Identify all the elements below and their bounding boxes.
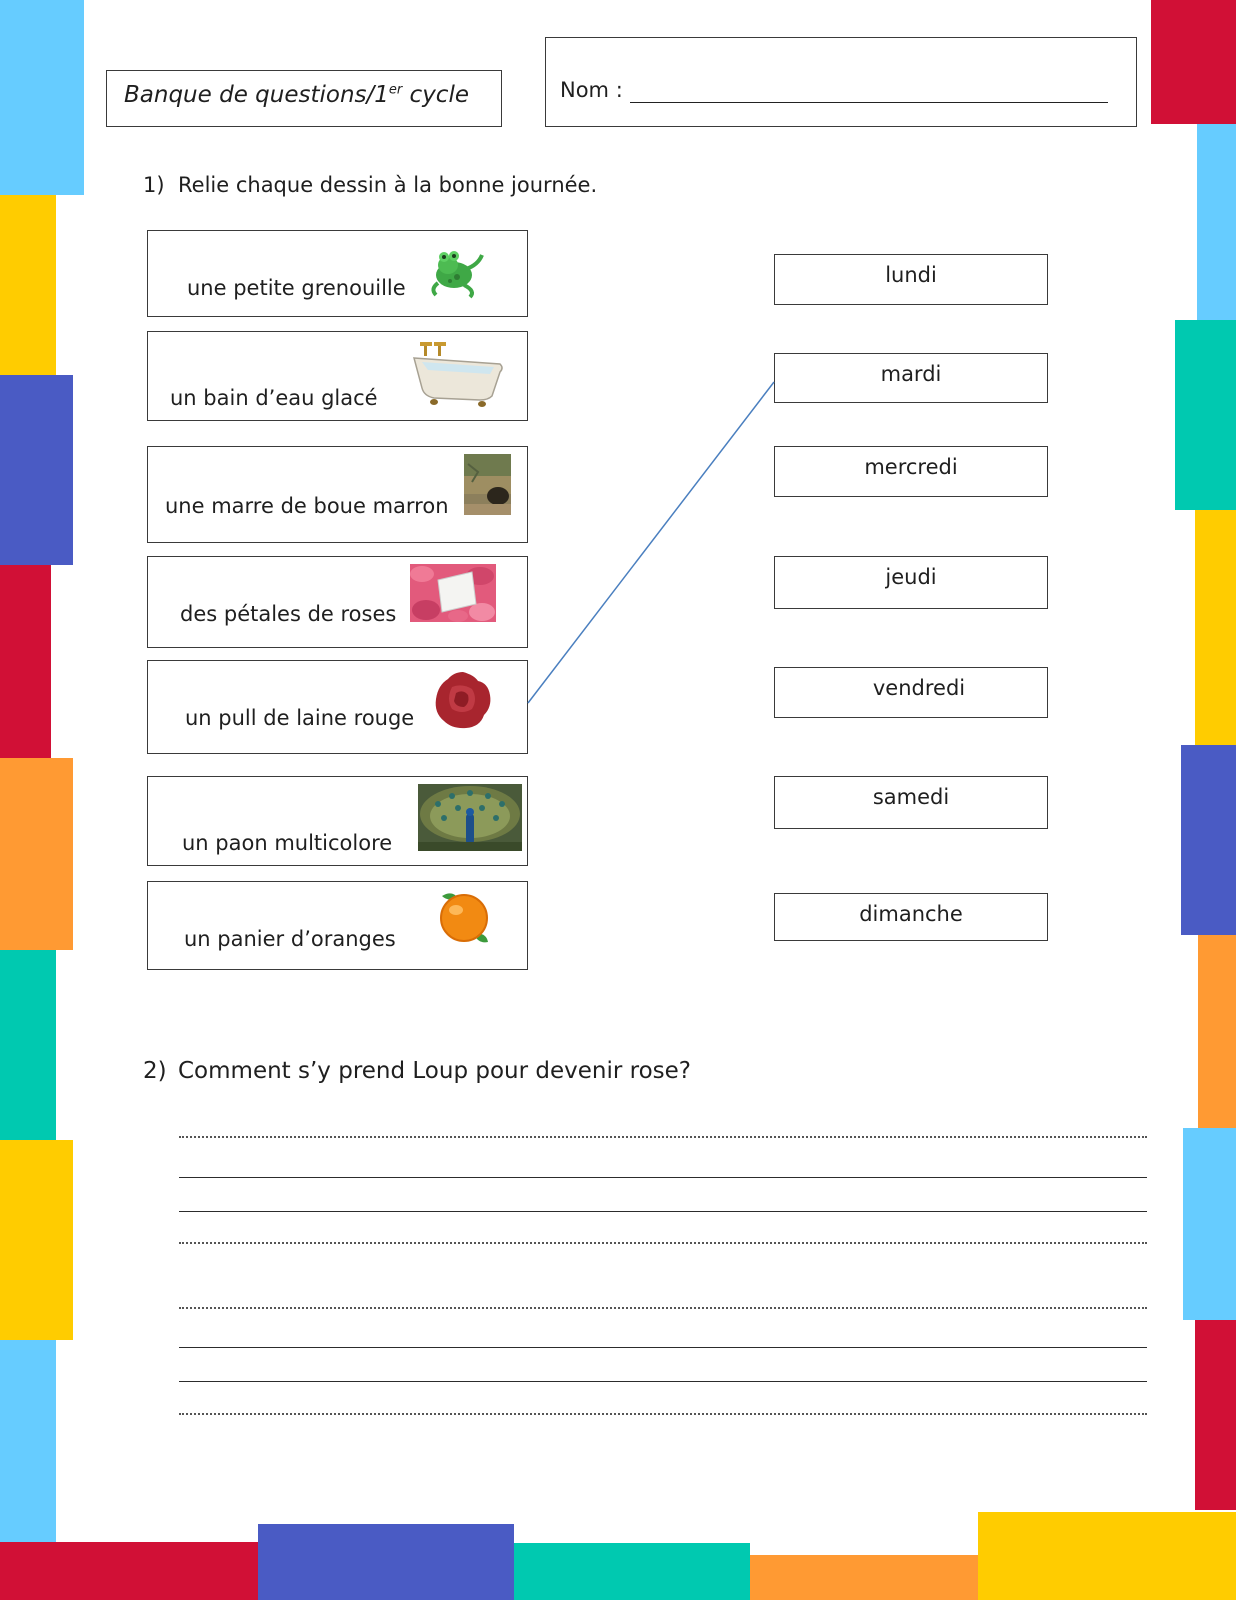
day-label: mercredi: [864, 455, 958, 479]
day-label: mardi: [880, 362, 942, 386]
item-label: des pétales de roses: [180, 602, 397, 626]
answer-dotted-line: [179, 1242, 1147, 1244]
item-label: un paon multicolore: [182, 831, 393, 855]
name-label: Nom :: [560, 78, 623, 102]
item-label: une marre de boue marron: [165, 494, 449, 518]
answer-line: [179, 1211, 1147, 1212]
day-label: lundi: [885, 263, 937, 287]
day-label: dimanche: [859, 902, 963, 926]
item-label: un pull de laine rouge: [185, 706, 415, 730]
answer-dotted-line: [179, 1413, 1147, 1415]
item-label: un bain d’eau glacé: [170, 386, 378, 410]
day-label: vendredi: [872, 676, 966, 700]
day-label: jeudi: [885, 565, 937, 589]
item-label: un panier d’oranges: [184, 927, 396, 951]
question-2-text: Comment s’y prend Loup pour devenir rose?: [178, 1058, 691, 1084]
answer-line: [179, 1177, 1147, 1178]
answer-dotted-line: [179, 1136, 1147, 1138]
question-1-text: Relie chaque dessin à la bonne journée.: [178, 173, 598, 197]
item-label: une petite grenouille: [187, 276, 406, 300]
question-2-number: 2): [143, 1058, 167, 1084]
answer-line: [179, 1381, 1147, 1382]
page-title: Banque de questions/1er cycle: [124, 82, 469, 108]
question-1-number: 1): [143, 173, 165, 197]
answer-dotted-line: [179, 1307, 1147, 1309]
day-label: samedi: [872, 785, 950, 809]
answer-line: [179, 1347, 1147, 1348]
